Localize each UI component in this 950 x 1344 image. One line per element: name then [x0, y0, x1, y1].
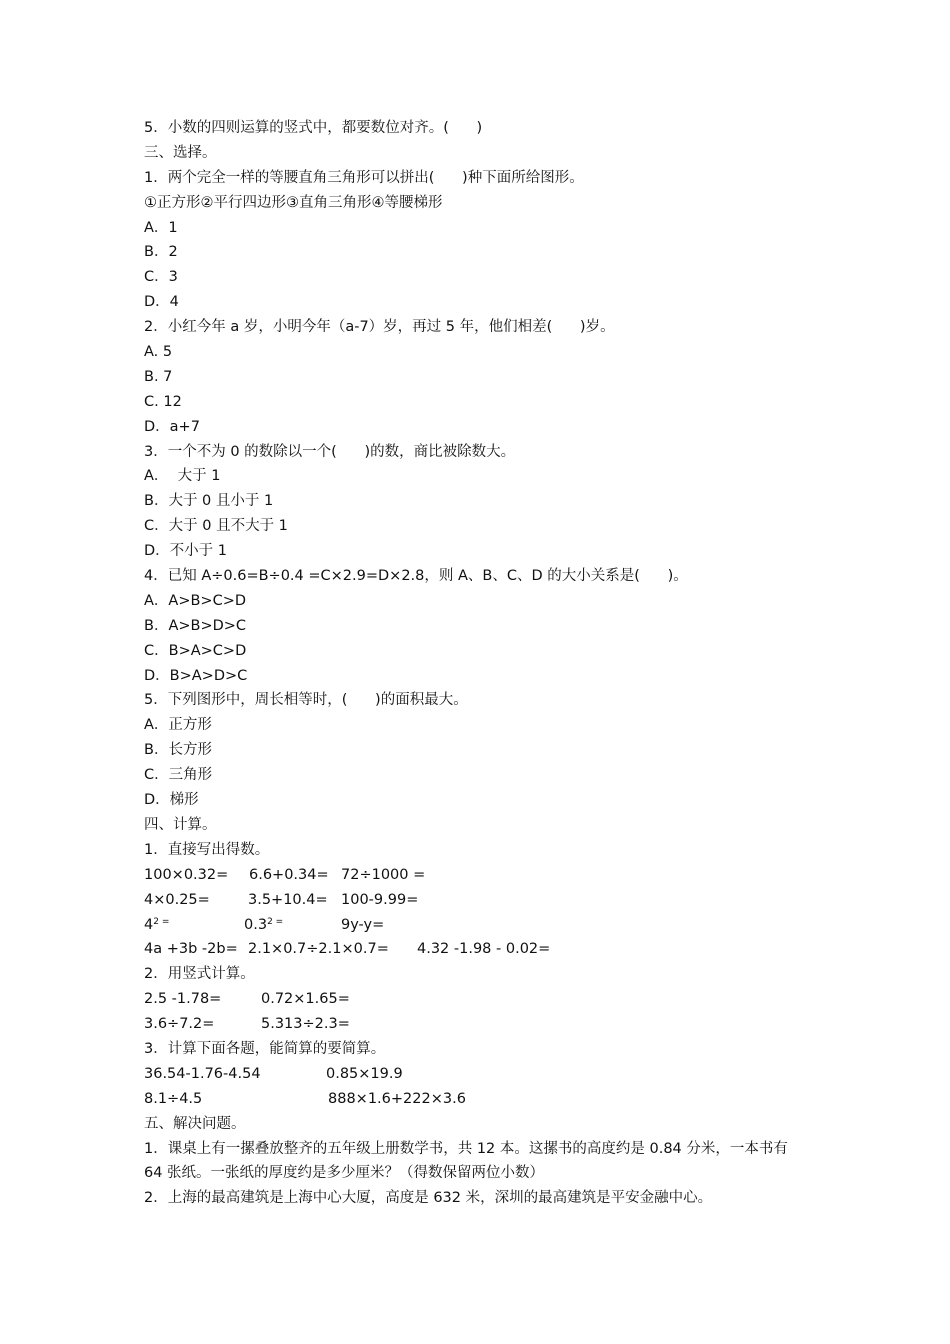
choice-question-1-stem: 1．两个完全一样的等腰直角三角形可以拼出( )种下面所给图形。 — [144, 169, 584, 186]
simplify-calc-row — [144, 1087, 804, 1112]
calc-question-3-stem: 3．计算下面各题，能简算的要简算。 — [144, 1040, 386, 1057]
choice-option: B．2 — [144, 244, 178, 261]
section-heading-choice: 三、选择。 — [144, 144, 217, 161]
choice-option: C．三角形 — [144, 767, 213, 784]
choice-option: B．长方形 — [144, 742, 212, 759]
choice-question-5-stem: 5．下列图形中，周长相等时，( )的面积最大。 — [144, 692, 468, 709]
math-expression: 4a +3b -2b= — [144, 941, 238, 958]
choice-option: A. 5 — [144, 344, 173, 361]
math-expression: 72÷1000 = — [341, 866, 426, 883]
choice-option: D．不小于 1 — [144, 543, 227, 560]
math-expression: 888×1.6+222×3.6 — [328, 1090, 466, 1107]
math-expression: 36.54-1.76-4.54 — [144, 1065, 261, 1082]
mental-math-row — [144, 913, 804, 938]
math-expression: 0.85×19.9 — [326, 1065, 403, 1082]
math-expression: 4.32 -1.98 - 0.02= — [417, 941, 551, 958]
choice-question-1-shapes: ①正方形②平行四边形③直角三角形④等腰梯形 — [144, 194, 443, 211]
mental-math-row — [144, 863, 804, 888]
math-expression: 4×0.25= — [144, 891, 210, 908]
math-expression: 3.5+10.4= — [248, 891, 328, 908]
choice-option: B．A>B>D>C — [144, 617, 247, 634]
choice-question-2-stem: 2．小红今年 a 岁，小明今年（a-7）岁，再过 5 年，他们相差( )岁。 — [144, 319, 615, 336]
choice-question-3-stem: 3．一个不为 0 的数除以一个( )的数，商比被除数大。 — [144, 443, 516, 460]
calc-question-1-stem: 1．直接写出得数。 — [144, 841, 270, 858]
math-expression: $4^2$ = — [144, 916, 170, 933]
choice-option: A．1 — [144, 219, 178, 236]
section-heading-problems: 五、解决问题。 — [144, 1115, 246, 1132]
mental-math-row — [144, 937, 804, 962]
judge-item-5: 5．小数的四则运算的竖式中，都要数位对齐。( ) — [144, 120, 483, 136]
choice-option: A．A>B>C>D — [144, 592, 247, 609]
math-expression: 0.72×1.65= — [261, 991, 350, 1008]
math-expression: 100×0.32= — [144, 866, 229, 883]
choice-option: B. 7 — [144, 368, 173, 385]
math-expression: 8.1÷4.5 — [144, 1090, 203, 1107]
choice-option: C．大于 0 且不大于 1 — [144, 518, 288, 535]
choice-option: D．a+7 — [144, 418, 200, 435]
vertical-calc-row — [144, 987, 804, 1012]
choice-option: C．B>A>C>D — [144, 642, 247, 659]
math-expression: 9y-y= — [341, 916, 385, 933]
math-expression: 100-9.99= — [341, 891, 419, 908]
calc-question-2-stem: 2．用竖式计算。 — [144, 966, 255, 983]
math-expression: 5.313÷2.3= — [261, 1016, 350, 1033]
word-problem-2: 2．上海的最高建筑是上海中心大厦，高度是 632 米，深圳的最高建筑是平安金融中心。 — [144, 1190, 713, 1207]
choice-option: B．大于 0 且小于 1 — [144, 493, 274, 510]
math-expression: $0.3^2$ = — [244, 916, 284, 933]
choice-option: A． 大于 1 — [144, 468, 221, 485]
word-problem-1: 1．课桌上有一摞叠放整齐的五年级上册数学书，共 12 本。这摞书的高度约是 0.84 分米，一本书有 64 张纸。一张纸的厚度约是多少厘米？（得数保留两位小数） — [144, 1140, 788, 1182]
math-expression: 3.6÷7.2= — [144, 1016, 215, 1033]
choice-option: C．3 — [144, 269, 178, 286]
choice-option: D．B>A>D>C — [144, 667, 248, 684]
simplify-calc-row — [144, 1062, 804, 1087]
worksheet-page — [144, 116, 804, 1211]
choice-question-4-stem: 4．已知 A÷0.6=B÷0.4 =C×2.9=D×2.8，则 A、B、C、D 的大小关系是( )。 — [144, 568, 688, 585]
vertical-calc-row — [144, 1012, 804, 1037]
mental-math-row — [144, 888, 804, 913]
choice-option: A．正方形 — [144, 717, 212, 734]
math-expression: 6.6+0.34= — [249, 866, 329, 883]
math-expression: 2.1×0.7÷2.1×0.7= — [248, 941, 389, 958]
math-expression: 2.5 -1.78= — [144, 991, 222, 1008]
choice-option: D．梯形 — [144, 792, 199, 809]
choice-option: D．4 — [144, 294, 179, 311]
choice-option: C. 12 — [144, 393, 182, 410]
section-heading-calculation: 四、计算。 — [144, 816, 217, 833]
